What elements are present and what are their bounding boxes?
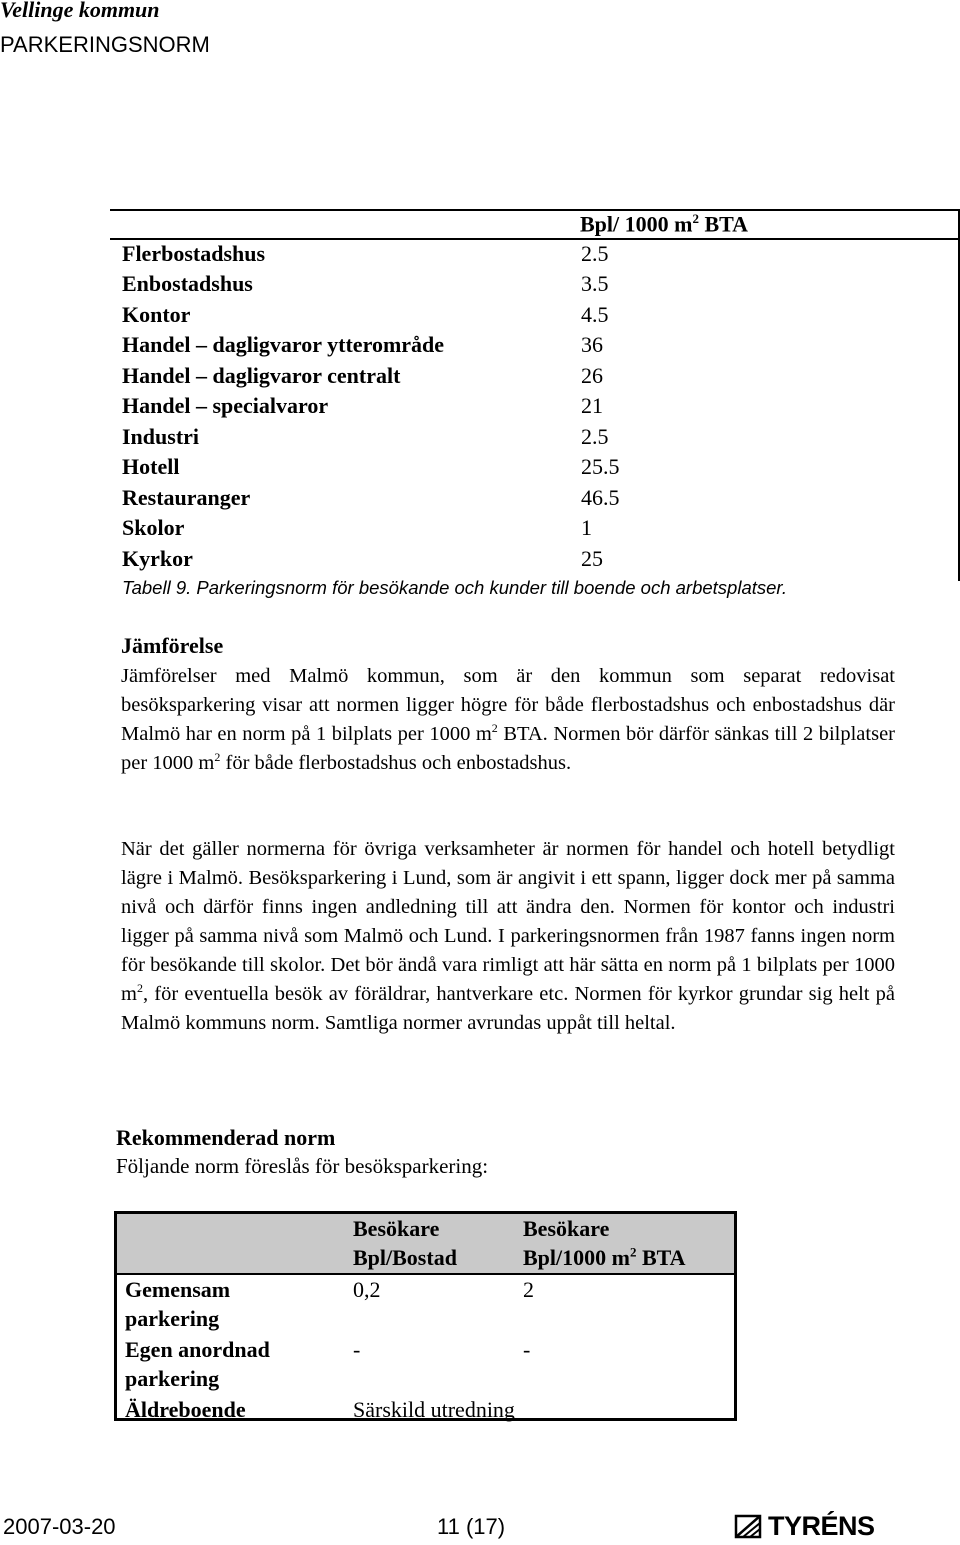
table-row: Handel – specialvaror 21 [122,393,603,418]
table-caption: Tabell 9. Parkeringsnorm för besökande och kunder till boende och arbetsplatser. [122,577,788,598]
table-row: Handel – dagligvaror ytterområde 36 [122,332,603,357]
table-header-divider [110,238,958,240]
table-row-label: Äldreboende [125,1397,246,1422]
document-title: PARKERINGSNORM [0,32,210,57]
logo-mark-icon [734,1512,764,1540]
table-cell: 0,2 [353,1277,381,1302]
table-cell: 2 [523,1277,534,1302]
table-row: Hotell 25.5 [122,454,620,479]
table-row: Kontor 4.5 [122,302,609,327]
table-row: Restauranger 46.5 [122,485,620,510]
organization-name: Vellinge kommun [0,0,160,22]
comparison-paragraph-1: Jämförelser med Malmö kommun, som är den kommun som separat redovisat besöksparkering visar att normen ligger högre för både flerbostadshus och enbostadshus där Malmö har en norm på 1 bilplats per 1000 $m^2$ BTA. Normen bör därför sänkas till 2 bilplatser per 1000 $m^2$ för både flerbostadshus och enbostadshus. [121,665,896,774]
table-row: Skolor 1 [122,515,592,540]
table-row: Enbostadshus 3.5 [122,271,609,296]
table-cell: - [353,1337,361,1362]
table-row: Handel – dagligvaror centralt 26 [122,363,603,388]
logo-wordmark: TYRÉNS [768,1511,875,1541]
table-row: Flerbostadshus 2.5 [122,241,609,266]
table-row-label: Gemensam parkering [125,1277,231,1331]
recommended-heading: Rekommenderad norm [116,1125,336,1150]
recommended-intro: Följande norm föreslås för besöksparkering: [116,1154,489,1178]
tyrens-logo [734,1511,894,1541]
table-row: Industri 2.5 [122,424,609,449]
footer-date: 2007-03-20 [3,1514,116,1539]
table-row-label: Egen anordnad parkering [125,1337,270,1391]
table-row: Kyrkor 25 [122,546,603,571]
table-column-header: Bpl/ 1000 $m^2$ BTA [580,211,749,237]
comparison-heading: Jämförelse [121,633,224,658]
column-header-per-dwelling: Besökare Bpl/Bostad [353,1216,457,1270]
footer-page-number: 11 (17) [437,1514,506,1539]
comparison-paragraph-2: När det gäller normerna för övriga verksamheter är normen för handel och hotell betydligt lägre i Malmö. Besöksparkering i Lund, som är angivit i ett spann, ligger dock mer på samma nivå och därför finns ingen andledning till att ändra den. Normen för kontor och industri ligger på samma nivå som Malmö och Lund. I parkeringsnormen från 1987 fanns ingen norm för besökande till skolor. Det bör ändå vara rimligt att här sätta en norm på 1 bilplats per 1000 $m^2$, för eventuella besök av föräldrar, hantverkare etc. Normen för kyrkor grundar sig helt på Malmö kommuns norm. Samtliga normer avrundas uppåt till heltal. [121,838,895,1034]
table-cell: - [523,1337,531,1362]
table-cell: Särskild utredning [353,1397,515,1422]
column-header-per-area: Besökare Bpl/1000 $m^2$ BTA [523,1216,686,1270]
